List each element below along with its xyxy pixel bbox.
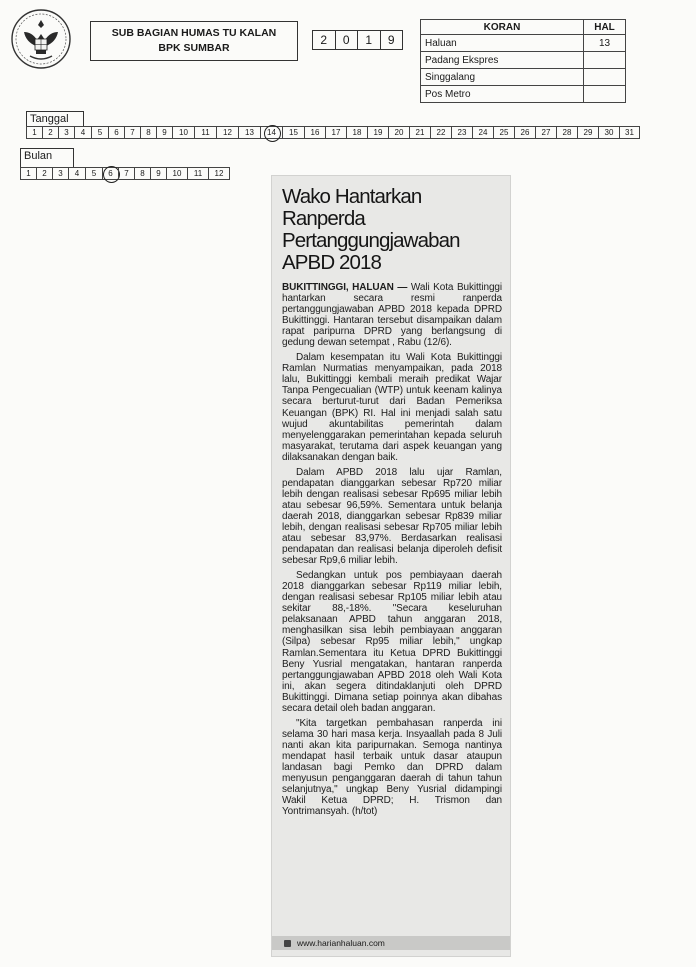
article-dateline: BUKITTINGGI, HALUAN — bbox=[282, 282, 408, 293]
year-digit: 1 bbox=[357, 30, 381, 50]
agency-line-2: BPK SUMBAR bbox=[158, 42, 230, 54]
day-cell: 5 bbox=[91, 126, 109, 139]
day-cell: 26 bbox=[514, 126, 536, 139]
day-cell: 29 bbox=[577, 126, 599, 139]
day-cell: 24 bbox=[472, 126, 494, 139]
month-cell: 6 bbox=[102, 167, 119, 180]
day-cell: 31 bbox=[619, 126, 640, 139]
day-strip bbox=[26, 126, 639, 139]
day-cell: 23 bbox=[451, 126, 473, 139]
month-cell: 10 bbox=[166, 167, 188, 180]
newspaper-name: Padang Ekspres bbox=[421, 52, 584, 69]
day-cell: 10 bbox=[172, 126, 195, 139]
month-cell: 8 bbox=[134, 167, 151, 180]
month-cell: 3 bbox=[52, 167, 69, 180]
day-cell: 7 bbox=[124, 126, 141, 139]
day-cell: 4 bbox=[74, 126, 92, 139]
page-number: 13 bbox=[584, 35, 626, 52]
agency-box bbox=[90, 21, 298, 61]
article-paragraph: "Kita targetkan pembahasan ranperda ini selama 30 hari masa kerja. Insyaallah pada 8 Juli nanti akan kita paripurnakan. Semoga nantinya mendapat hasil terbaik untuk dasar ataupun landasan bagi Pemko dan DPRD dalam menyusun penganggaran daerah di tahun tahun selanjutnya," ungkap Beny Yusrial didampingi Wakil Ketua DPRD; H. Trismon dan Yontrimansyah. (h/tot) bbox=[282, 717, 502, 818]
table-row bbox=[421, 35, 626, 52]
table-row bbox=[421, 69, 626, 86]
day-cell: 1 bbox=[26, 126, 43, 139]
month-cell: 11 bbox=[187, 167, 209, 180]
day-cell: 30 bbox=[598, 126, 620, 139]
day-cell: 16 bbox=[304, 126, 326, 139]
month-cell: 7 bbox=[118, 167, 135, 180]
bulan-label: Bulan bbox=[20, 148, 74, 167]
month-cell: 4 bbox=[68, 167, 86, 180]
day-cell: 15 bbox=[282, 126, 305, 139]
article-body bbox=[282, 282, 502, 817]
newspaper-name: Haluan bbox=[421, 35, 584, 52]
bulan-section bbox=[20, 148, 229, 180]
clipping-footer bbox=[272, 936, 510, 950]
hal-header: HAL bbox=[584, 20, 626, 35]
article-paragraph: Sedangkan untuk pos pembiayaan daerah 2018 dianggarkan sebesar Rp119 miliar lebih, dengan realisasi sebesar Rp105 miliar lebih atau sekitar 88,-18%. "Secara keseluruhan pelaksanaan APBD tahun anggaran 2018, menghasilkan sisa lebih pembiayaan anggaran (Silpa) sebesar Rp95 miliar lebih," ungkap Ramlan.Sementara itu Ketua DPRD Bukittinggi Beny Yusrial mengatakan, hantaran ranperda pertanggungjawaban APBD 2018 oleh Wali Kota ini, akan segera ditindaklanjuti oleh DPRD Bukittinggi. Dimana setiap poinnya akan dibahas secara detail oleh badan anggaran. bbox=[282, 570, 502, 714]
day-cell: 25 bbox=[493, 126, 515, 139]
news-clipping bbox=[272, 176, 510, 956]
month-cell: 2 bbox=[36, 167, 53, 180]
day-cell: 14 bbox=[260, 126, 283, 139]
month-cell: 9 bbox=[150, 167, 167, 180]
year-boxes bbox=[312, 30, 402, 50]
agency-line-1: SUB BAGIAN HUMAS TU KALAN bbox=[111, 27, 277, 39]
day-cell: 3 bbox=[58, 126, 75, 139]
day-cell: 6 bbox=[108, 126, 125, 139]
day-cell: 17 bbox=[325, 126, 347, 139]
article-paragraph: BUKITTINGGI, HALUAN — Wali Kota Bukittinggi hantarkan secara resmi ranperda pertanggungjawaban APBD 2018 kepada DPRD Bukittinggi. Hantaran tersebut disampaikan dalam rapat paripurna DPRD yang berlangsung di gedung dewan setempat , Rabu (12/6). bbox=[282, 282, 502, 349]
day-cell: 8 bbox=[140, 126, 157, 139]
day-cell: 13 bbox=[238, 126, 261, 139]
website-icon bbox=[284, 940, 291, 947]
day-cell: 2 bbox=[42, 126, 59, 139]
website-url: www.harianhaluan.com bbox=[297, 938, 385, 948]
day-cell: 9 bbox=[156, 126, 173, 139]
day-cell: 19 bbox=[367, 126, 389, 139]
page-number bbox=[584, 86, 626, 103]
newspaper-table bbox=[420, 19, 626, 103]
article-title: Wako Hantarkan Ranperda Pertanggungjawaban APBD 2018 bbox=[282, 185, 460, 274]
newspaper-name: Singgalang bbox=[421, 69, 584, 86]
tanggal-label: Tanggal bbox=[26, 111, 84, 126]
year-digit: 0 bbox=[335, 30, 359, 50]
article-paragraph: Dalam kesempatan itu Wali Kota Bukittinggi Ramlan Nurmatias menyampaikan, pada 2018 lalu, Bukittinggi kembali meraih predikat Wajar Tanpa Pengecualian (WTP) untuk keenam kalinya secara berturut-turut dari Badan Pemeriksa Keuangan (BPK) RI. Hal ini menjadi salah satu wujud akuntabilitas pemerintah dalam menyelenggarakan pemerintahan kepada seluruh masyarakat, terutama dari aspek keuangan yang dilaksanakan dengan baik. bbox=[282, 352, 502, 463]
month-cell: 5 bbox=[85, 167, 103, 180]
newspaper-name: Pos Metro bbox=[421, 86, 584, 103]
koran-header: KORAN bbox=[421, 20, 584, 35]
month-strip bbox=[20, 167, 229, 180]
day-cell: 18 bbox=[346, 126, 368, 139]
day-cell: 28 bbox=[556, 126, 578, 139]
table-row bbox=[421, 86, 626, 103]
day-cell: 22 bbox=[430, 126, 452, 139]
article-paragraph: Dalam APBD 2018 lalu ujar Ramlan, pendapatan dianggarkan sebesar Rp720 miliar lebih dengan realisasi sebesar Rp695 miliar lebih atau sebesar 96,59%. Sementara untuk belanja daerah 2018, dianggarkan sebesar Rp839 miliar lebih, dengan realisasi sebesar Rp705 miliar lebih atau sebesar 83,97%. Berdasarkan realisasi pendapatan dan realisasi belanja diperoleh defisit sebesar Rp9,6 miliar lebih. bbox=[282, 466, 502, 567]
year-digit: 2 bbox=[312, 30, 336, 50]
day-cell: 11 bbox=[194, 126, 217, 139]
day-cell: 12 bbox=[216, 126, 239, 139]
month-cell: 12 bbox=[208, 167, 230, 180]
month-cell: 1 bbox=[20, 167, 37, 180]
page-number bbox=[584, 69, 626, 86]
page-number bbox=[584, 52, 626, 69]
tanggal-section bbox=[26, 111, 639, 139]
day-cell: 27 bbox=[535, 126, 557, 139]
year-digit: 9 bbox=[380, 30, 404, 50]
garuda-emblem-icon bbox=[10, 8, 72, 70]
table-row bbox=[421, 52, 626, 69]
day-cell: 21 bbox=[409, 126, 431, 139]
day-cell: 20 bbox=[388, 126, 410, 139]
